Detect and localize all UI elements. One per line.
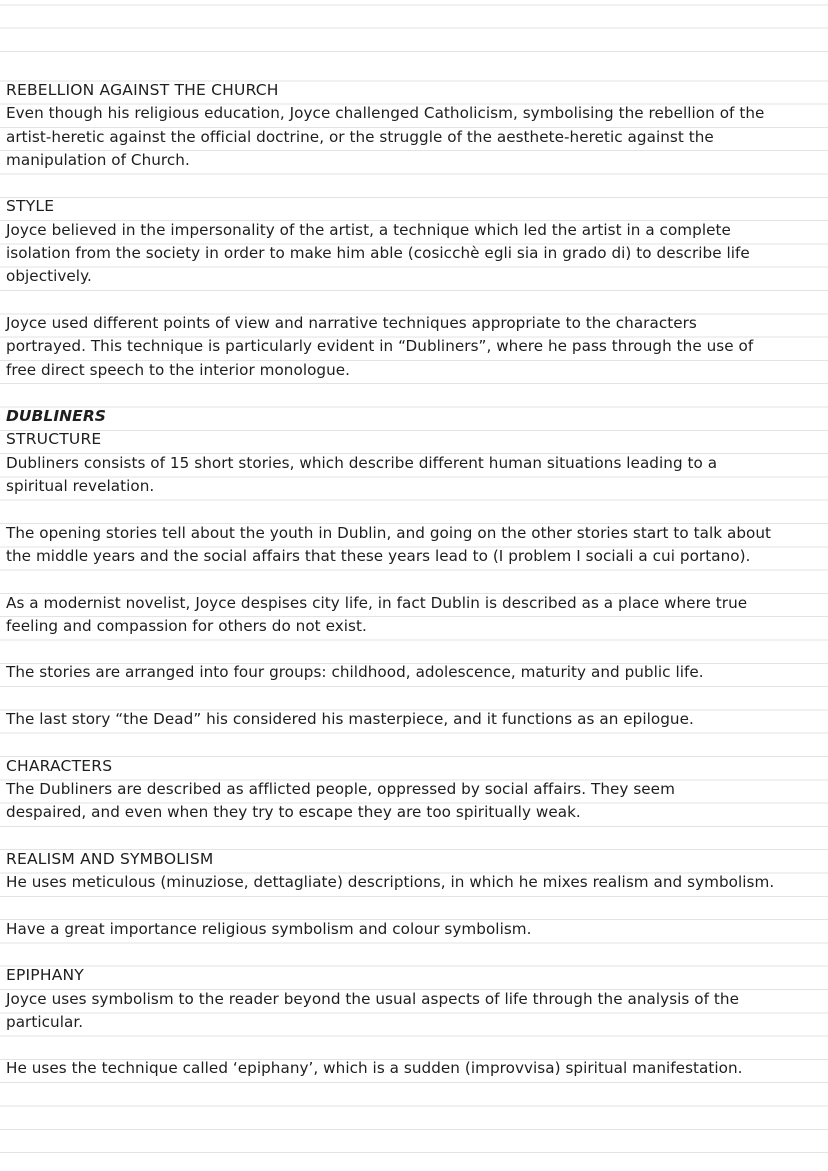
blank-line: [6, 825, 821, 848]
text-line: Have a great importance religious symbolism and colour symbolism.: [6, 919, 532, 938]
text-line: isolation from the society in order to make him able (cosicchè egli sia in grado di) to describe life: [6, 244, 750, 263]
text-line: Joyce uses symbolism to the reader beyond the usual aspects of life through the analysis of the: [6, 989, 739, 1008]
blank-line: [6, 731, 821, 754]
blank-line: [6, 894, 821, 917]
blank-line: [6, 1034, 821, 1057]
text-line: manipulation of Church.: [6, 150, 190, 169]
text-line: The Dubliners are described as afflicted people, oppressed by social affairs. They seem: [6, 779, 675, 798]
section-heading: REALISM AND SYMBOLISM: [6, 849, 214, 868]
text-line: He uses meticulous (minuziose, dettagliate) descriptions, in which he mixes realism and symbolism.: [6, 873, 775, 892]
text-line: Joyce used different points of view and narrative techniques appropriate to the characters: [6, 313, 697, 332]
dubliners-title: DUBLINERS: [6, 407, 107, 426]
text-line: The last story “the Dead” his considered his masterpiece, and it functions as an epilogue.: [6, 710, 694, 729]
blank-line: [6, 289, 821, 312]
blank-line: [6, 941, 821, 964]
section-heading: STRUCTURE: [6, 430, 102, 449]
blank-line: [6, 568, 821, 591]
text-line: As a modernist novelist, Joyce despises city life, in fact Dublin is described as a place where true: [6, 593, 748, 612]
text-line: objectively.: [6, 267, 92, 286]
notes-content: [6, 79, 821, 1081]
blank-line: [6, 172, 821, 195]
text-line: The stories are arranged into four groups: childhood, adolescence, maturity and public life.: [6, 663, 704, 682]
text-line: artist-heretic against the official doctrine, or the struggle of the aesthete-heretic against the: [6, 127, 714, 146]
section-heading: CHARACTERS: [6, 756, 113, 775]
section-heading: EPIPHANY: [6, 966, 84, 985]
text-line: Dubliners consists of 15 short stories, which describe different human situations leading to a: [6, 453, 718, 472]
blank-line: [6, 638, 821, 661]
text-line: Joyce believed in the impersonality of the artist, a technique which led the artist in a complete: [6, 220, 731, 239]
text-line: despaired, and even when they try to escape they are too spiritually weak.: [6, 803, 581, 822]
blank-line: [6, 685, 821, 708]
text-line: Even though his religious education, Joyce challenged Catholicism, symbolising the rebellion of the: [6, 104, 765, 123]
text-line: portrayed. This technique is particularly evident in “Dubliners”, where he pass through the use of: [6, 337, 754, 356]
section-heading: REBELLION AGAINST THE CHURCH: [6, 81, 279, 99]
text-line: free direct speech to the interior monologue.: [6, 360, 351, 379]
text-line: He uses the technique called ‘epiphany’, which is a sudden (improvvisa) spiritual manifestation.: [6, 1059, 743, 1078]
text-line: spiritual revelation.: [6, 477, 155, 496]
text-line: particular.: [6, 1012, 84, 1031]
text-line: the middle years and the social affairs that these years lead to (I problem I sociali a cui portano).: [6, 546, 751, 565]
section-heading: STYLE: [6, 197, 55, 216]
text-line: feeling and compassion for others do not exist.: [6, 616, 367, 635]
blank-line: [6, 382, 821, 405]
text-line: The opening stories tell about the youth in Dublin, and going on the other stories start to talk about: [6, 523, 772, 542]
blank-line: [6, 498, 821, 521]
